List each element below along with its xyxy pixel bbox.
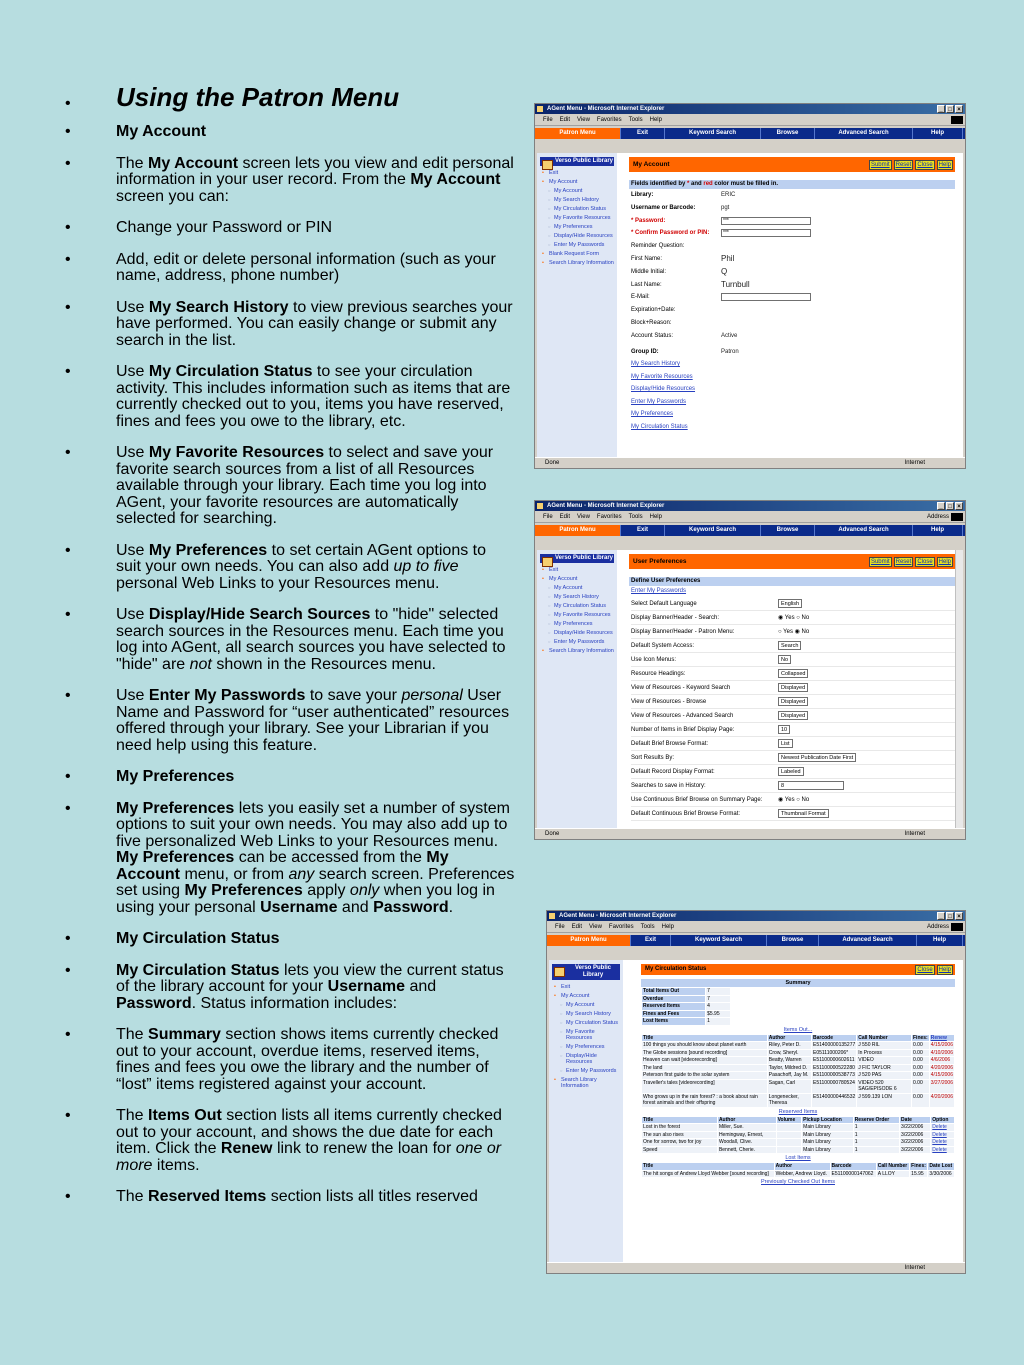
nav-exit[interactable]: Exit [631, 935, 671, 946]
menu-tools[interactable]: Tools [628, 514, 643, 520]
table-row: Speed Bennett, Cherie. Main Library 1 3/22/2006 Delete [642, 1146, 955, 1154]
pref-row: Use Icon Menus: No [631, 653, 955, 667]
screenshot-preferences [534, 500, 966, 840]
field-middle-initial: Middle Initial: Q [631, 266, 728, 276]
sidebar-item-exit[interactable]: • Exit [552, 984, 620, 990]
field-first-name: First Name: Phil [631, 253, 735, 263]
confirm-password-input[interactable]: *** [721, 229, 811, 237]
system-access-select[interactable]: Search [778, 641, 801, 650]
ie-icon [549, 913, 555, 919]
icon-menus-select[interactable]: No [778, 655, 791, 664]
nav-keyword-search[interactable]: Keyword Search [665, 525, 761, 536]
table-row: The land Taylor, Mildred D. E51100000522280 J FIC TAYLOR 0.00 4/20/2006 [643, 1064, 953, 1071]
internet-zone: Internet [904, 460, 925, 466]
library-logo: Verso Public Library [540, 554, 614, 563]
screenshot-circulation-status [546, 910, 966, 1274]
nav-advanced-search[interactable]: Advanced Search [815, 525, 913, 536]
sidebar-item-search-info[interactable]: • Search Library Information [540, 260, 614, 266]
nav-advanced-search[interactable]: Advanced Search [819, 935, 917, 946]
bullet-my-account: • My Account [65, 123, 207, 140]
nav-exit[interactable]: Exit [621, 128, 665, 139]
sidebar-item-display-hide[interactable]: ○ Display/Hide Resources [540, 630, 614, 636]
sidebar-item-my-account[interactable]: ○ My Account [540, 585, 614, 591]
sidebar-item-display-hide[interactable]: ○ Display/Hide Resources [552, 1053, 620, 1065]
field-group-id: Group ID: Patron [631, 348, 739, 355]
status-bar: Done Internet [535, 828, 965, 839]
patron-sidebar [537, 550, 617, 828]
help-button[interactable]: Help [938, 162, 951, 168]
table-row: 100 things you should know about planet earth Riley, Peter D. E51400000135277 J 550 RIL 0.00 4/15/2006 [643, 1042, 953, 1048]
table-row: Heaven can wait [videorecording] Beatty, Warren E51100000602611 VIDEO 0.00 4/6/2006 [642, 1057, 955, 1065]
window-titlebar: AGent Menu - Microsoft Internet Explorer _ □ × [535, 104, 965, 114]
menu-view[interactable]: View [577, 514, 590, 520]
menu-tools[interactable]: Tools [640, 924, 655, 930]
sidebar-item-search-history[interactable]: ○ My Search History [540, 197, 614, 203]
menu-favorites[interactable]: Favorites [596, 117, 622, 123]
nav-browse[interactable]: Browse [767, 935, 819, 946]
help-button[interactable]: Help [938, 559, 951, 565]
bullet-my-preferences-detail: • My Preferences lets you easily set a number of system options to suit your own needs. You may also add up to five personalized Web Links to your Resources menu. My Preferences can be accessed from the My Account menu, or from any search screen. Preferences set using My Preferences apply only when you log in using your personal Username and Password. [65, 799, 515, 916]
close-icon[interactable]: × [955, 502, 963, 510]
bullet-summary: • The Summary section shows items currently checked out to your account, overdue items, reserved items, fines and fees you owe the library and the number of “lost” items registered against your account. [65, 1026, 499, 1093]
field-expiration: Expiration+Date: [631, 307, 676, 314]
sidebar-item-search-info[interactable]: • Search Library Information [540, 648, 614, 654]
sidebar-item-exit[interactable]: • Exit [540, 170, 614, 176]
pref-row: Searches to save in History: 8 [631, 779, 955, 793]
sidebar-item-preferences[interactable]: ○ My Preferences [552, 1044, 620, 1050]
pref-row: Default System Access: Search [631, 639, 955, 653]
menu-edit[interactable]: Edit [559, 117, 571, 123]
menu-help[interactable]: Help [661, 924, 674, 930]
nav-browse[interactable]: Browse [761, 128, 815, 139]
pref-row: Select Default Language English [631, 597, 955, 611]
language-select[interactable]: English [778, 599, 802, 608]
bullet-edit-personal-info: • Add, edit or delete personal information (such as your name, address, phone number) [65, 250, 496, 284]
password-input[interactable]: *** [721, 217, 811, 225]
pref-row: Resource Headings: Collapsed [631, 667, 955, 681]
table-row: Lost Items 1 [642, 1018, 731, 1026]
bullet-enter-passwords: • Use Enter My Passwords to save your personal User Name and Password for “user authenticated” resources offered through your library. See your Librarian if you need help using this feature. [65, 687, 510, 754]
pref-row: View of Resources - Advanced Search Displayed [631, 709, 955, 723]
address-label[interactable]: Address [926, 514, 949, 520]
reserved-items-link[interactable]: Reserved Items [778, 1108, 818, 1115]
bullet-display-hide: • Use Display/Hide Search Sources to "hide" selected search sources in the Resources menu. Each time you log into AGent, all search sources you have selected to "hide" are not shown in the Resources menu. [65, 606, 506, 673]
field-reminder: Reminder Question: [631, 243, 685, 250]
close-icon[interactable]: × [955, 912, 963, 920]
menu-tools[interactable]: Tools [628, 117, 643, 123]
table-row: Who grows up in the rain forest? : a book about rain forest animals and their offspring Longenecker, Theresa E51400000446532 J 599.139 LON 0.00 4/20/2006 [643, 1093, 953, 1106]
view-keyword-select[interactable]: Displayed [778, 683, 808, 692]
vertical-scrollbar[interactable] [955, 550, 963, 828]
sidebar-item-my-account-group[interactable]: • My Account [540, 179, 614, 185]
view-browse-select[interactable]: Displayed [778, 697, 808, 706]
bullet-circ-status-detail: • My Circulation Status lets you view the current status of the library account for your Username and Password. Status information includes: [65, 961, 504, 1012]
pref-row: View of Resources - Keyword Search Displayed [631, 681, 955, 695]
pref-row: Display Banner/Header - Search: ◉ Yes ○ No [631, 611, 955, 625]
link-favorite-resources[interactable]: My Favorite Resources [631, 373, 693, 380]
table-row: The hit songs of Andrew Lloyd Webber [sound recording] Webber, Andrew Lloyd. E51100000147062 A LLOY 15.95 3/30/2006 [642, 1170, 955, 1178]
link-preferences[interactable]: My Preferences [631, 411, 674, 418]
link-enter-passwords[interactable]: Enter My Passwords [631, 588, 687, 594]
screenshot-my-account [534, 103, 966, 469]
minimize-icon[interactable]: _ [937, 105, 945, 113]
patron-sidebar [537, 153, 617, 457]
nav-help[interactable]: Help [913, 525, 963, 536]
windows-logo-icon [951, 116, 963, 124]
agent-nav [547, 933, 965, 946]
bullet-account-screen: • The My Account screen lets you view and edit personal information in your user record. From the My Account screen you can: [65, 154, 514, 205]
bullet-change-password: • Change your Password or PIN [65, 219, 333, 236]
nav-patron-menu[interactable]: Patron Menu [547, 935, 631, 946]
nav-patron-menu[interactable]: Patron Menu [535, 525, 621, 536]
link-search-history[interactable]: My Search History [631, 361, 681, 368]
table-row: Lost in the forest Miller, Sue. Main Library 1 3/22/2006 Delete [642, 1124, 955, 1132]
pref-row: Use Continuous Brief Browse on Summary Page: ◉ Yes ○ No [631, 793, 955, 807]
delete-link[interactable]: Delete [931, 1131, 955, 1139]
pref-row: Default Record Display Format: Labeled [631, 765, 955, 779]
windows-logo-icon [951, 923, 963, 931]
nav-patron-menu[interactable]: Patron Menu [535, 128, 621, 139]
sidebar-item-search-history[interactable]: ○ My Search History [540, 594, 614, 600]
delete-link[interactable]: Delete [931, 1146, 955, 1154]
sidebar-item-my-account[interactable]: ○ My Account [552, 1002, 620, 1008]
field-block-reason: Block+Reason: [631, 319, 672, 326]
continuous-format-select[interactable]: Thumbnail Format [778, 809, 829, 818]
table-row: Fines and Fees $5.95 [642, 1010, 731, 1018]
table-row: One for sorrow, two for joy Woodall, Clive. Main Library 1 3/22/2006 Delete [642, 1139, 955, 1147]
nav-help[interactable]: Help [917, 935, 963, 946]
sidebar-item-my-account-group[interactable]: • My Account [540, 576, 614, 582]
pref-row: View of Resources - Browse Displayed [631, 695, 955, 709]
ie-icon [537, 106, 543, 112]
table-row: Total Items Out 7 [642, 988, 731, 996]
link-display-hide[interactable]: Display/Hide Resources [631, 386, 696, 393]
minimize-icon[interactable]: _ [937, 912, 945, 920]
library-logo: Verso Public Library [552, 964, 620, 980]
nav-exit[interactable]: Exit [621, 525, 665, 536]
library-logo: Verso Public Library [540, 157, 614, 166]
close-icon[interactable]: × [955, 105, 963, 113]
slide-text [60, 82, 515, 1221]
email-input[interactable] [721, 293, 811, 301]
sidebar-item-my-account-group[interactable]: • My Account [552, 993, 620, 999]
nav-browse[interactable]: Browse [761, 525, 815, 536]
field-last-name: Last Name: Turnbull [631, 279, 750, 289]
page-title: My Account Submit Reset Close Help [629, 157, 955, 172]
account-content [629, 155, 955, 457]
close-button[interactable]: Close [917, 162, 933, 168]
pref-row: Default Brief Browse Format: List [631, 737, 955, 751]
table-row: Reserved Items 4 [642, 1003, 731, 1011]
sidebar-item-search-history[interactable]: ○ My Search History [552, 1011, 620, 1017]
reserved-items-table [641, 1116, 955, 1155]
account-fields [629, 189, 955, 433]
menu-edit[interactable]: Edit [559, 514, 571, 520]
link-enter-passwords[interactable]: Enter My Passwords [631, 398, 687, 405]
menu-file[interactable]: File [543, 514, 553, 520]
status-bar: Done Internet [535, 457, 965, 468]
address-label[interactable]: Address [926, 924, 949, 930]
pref-row: Display Banner/Header - Patron Menu: ○ Yes ◉ No [631, 625, 955, 639]
field-account-status: Account Status: Active [631, 332, 738, 339]
field-password: * Password: *** [631, 215, 955, 228]
resource-headings-select[interactable]: Collapsed [778, 669, 808, 678]
page-title: User Preferences Submit Reset Close Help [629, 554, 955, 569]
reset-button[interactable]: Reset [895, 162, 912, 168]
record-format-select[interactable]: Labeled [778, 767, 804, 776]
bullet-items-out: • The Items Out section lists all items currently checked out to your account, and shows the due date for each item. Click the Renew link to renew the loan for one or more items. [65, 1107, 502, 1174]
nav-advanced-search[interactable]: Advanced Search [815, 128, 913, 139]
slide-title: • Using the Patron Menu [65, 82, 400, 112]
maximize-icon[interactable]: □ [946, 912, 954, 920]
page-body [537, 550, 963, 828]
banner-search-radio[interactable]: ◉ Yes ○ No [778, 615, 810, 621]
summary-table [641, 987, 731, 1026]
section-heading: Define User Preferences [629, 577, 955, 586]
prefs-content [629, 552, 955, 828]
menu-help[interactable]: Help [649, 514, 662, 520]
view-advanced-select[interactable]: Displayed [778, 711, 808, 720]
nav-keyword-search[interactable]: Keyword Search [671, 935, 767, 946]
reset-button[interactable]: Reset [895, 559, 912, 565]
sidebar-item-display-hide[interactable]: ○ Display/Hide Resources [540, 233, 614, 239]
summary-caption: Summary [641, 979, 955, 987]
nav-help[interactable]: Help [913, 128, 963, 139]
renew-link[interactable]: Renew [929, 1034, 954, 1042]
close-button[interactable]: Close [917, 967, 933, 973]
lost-items-table [641, 1162, 955, 1178]
prefs-rows [629, 597, 955, 821]
sidebar-item-favorite-resources[interactable]: ○ My Favorite Resources [540, 612, 614, 618]
nav-keyword-search[interactable]: Keyword Search [665, 128, 761, 139]
menu-favorites[interactable]: Favorites [608, 924, 634, 930]
circ-content [641, 962, 955, 1262]
bullet-preferences: • Use My Preferences to set certain AGent options to suit your own needs. You can also add up to five personal Web Links to your Resources menu. [65, 541, 486, 592]
ie-icon [537, 503, 543, 509]
help-button[interactable]: Help [938, 967, 951, 973]
window-titlebar: AGent Menu - Microsoft Internet Explorer _ □ × [547, 911, 965, 921]
sidebar-item-favorite-resources[interactable]: ○ My Favorite Resources [552, 1029, 620, 1041]
menu-file[interactable]: File [543, 117, 553, 123]
internet-zone: Internet [904, 1265, 925, 1271]
sidebar-item-preferences[interactable]: ○ My Preferences [540, 621, 614, 627]
bullet-favorite-resources: • Use My Favorite Resources to select and save your favorite search sources from a list of all Resources available through your library. Each time you log into AGent, your favorite resources are automatically selected for searching. [65, 444, 494, 527]
sidebar-item-circulation-status[interactable]: ○ My Circulation Status [540, 603, 614, 609]
agent-nav [535, 523, 965, 536]
delete-link[interactable]: Delete [931, 1139, 955, 1147]
items-per-page-select[interactable]: 10 [778, 725, 790, 734]
sidebar-item-favorite-resources[interactable]: ○ My Favorite Resources [540, 215, 614, 221]
items-out-link[interactable]: Items Out... [783, 1026, 813, 1033]
table-row: Traveller's tales [videorecording] Sagan, Carl E51100000780524 VIDEO 520 SAG/EPISODE 6 0.00 3/27/2006 [643, 1079, 953, 1092]
bullet-circulation-status: • Use My Circulation Status to see your circulation activity. This includes information such as items that are currently checked out to you, items you have reserved, fines and fees you owe to the library, etc. [65, 363, 511, 430]
sidebar-item-blank-request[interactable]: • Blank Request Form [540, 251, 614, 257]
sidebar-item-enter-passwords[interactable]: ○ Enter My Passwords [552, 1068, 620, 1074]
field-email: E-Mail: [631, 291, 955, 304]
sidebar-item-exit[interactable]: • Exit [540, 567, 614, 573]
menu-edit[interactable]: Edit [571, 924, 583, 930]
brief-format-select[interactable]: List [778, 739, 793, 748]
menu-bar [547, 921, 965, 933]
field-confirm-password: * Confirm Password or PIN: *** [631, 227, 955, 240]
previously-checked-out-link[interactable]: Previously Checked Out Items [761, 1179, 835, 1185]
sidebar-item-circulation-status[interactable]: ○ My Circulation Status [540, 206, 614, 212]
page-title: My Circulation Status Close Help [641, 964, 955, 975]
sort-select[interactable]: Newest Publication Date First [778, 753, 856, 762]
table-header-row: Title Author Barcode Call Number Fines: Renew [642, 1034, 955, 1042]
field-library: Library: ERIC [631, 192, 736, 198]
lost-items-link[interactable]: Lost Items [785, 1155, 811, 1161]
required-note: Fields identified by * and red color must be filled in. [629, 180, 955, 189]
banner-patron-radio[interactable]: ○ Yes ◉ No [778, 629, 810, 635]
table-row: Overdue 7 [642, 995, 731, 1003]
delete-link[interactable]: Delete [931, 1124, 955, 1132]
maximize-icon[interactable]: □ [946, 502, 954, 510]
sidebar-item-my-account[interactable]: ○ My Account [540, 188, 614, 194]
menu-favorites[interactable]: Favorites [596, 514, 622, 520]
table-row: Peterson first guide to the solar system Pasachoff, Jay M. E51100000538773 J 520 PAS 0.00 4/15/2006 [643, 1072, 953, 1078]
sidebar-item-preferences[interactable]: ○ My Preferences [540, 224, 614, 230]
pref-row: Sort Results By: Newest Publication Date First [631, 751, 955, 765]
status-bar [547, 1262, 965, 1273]
submit-button[interactable]: Submit [870, 559, 890, 565]
internet-zone: Internet [904, 831, 925, 837]
menu-view[interactable]: View [577, 117, 590, 123]
submit-button[interactable]: Submit [870, 162, 890, 168]
menu-help[interactable]: Help [649, 117, 662, 123]
agent-nav [535, 126, 965, 139]
bullet-circ-status-heading: • My Circulation Status [65, 930, 280, 947]
sidebar-item-search-info[interactable]: • Search Library Information [552, 1077, 620, 1089]
page-body [549, 960, 963, 1262]
bullet-my-preferences-heading: • My Preferences [65, 768, 235, 785]
page-body [537, 153, 963, 457]
pref-row: Default Continuous Brief Browse Format: Thumbnail Format [631, 807, 955, 821]
sidebar-item-enter-passwords[interactable]: ○ Enter My Passwords [540, 242, 614, 248]
minimize-icon[interactable]: _ [937, 502, 945, 510]
items-out-table [641, 1034, 955, 1108]
patron-sidebar [549, 960, 623, 1262]
table-row: The Globe sessions [sound recording] Crow, Sheryl. E05111000206* In Process 0.00 4/10/2006 [643, 1049, 953, 1056]
pref-row: Number of Items in Brief Display Page: 10 [631, 723, 955, 737]
menu-file[interactable]: File [555, 924, 565, 930]
close-button[interactable]: Close [917, 559, 933, 565]
history-count-input[interactable]: 8 [778, 781, 844, 790]
sidebar-item-enter-passwords[interactable]: ○ Enter My Passwords [540, 639, 614, 645]
bullet-reserved-items: • The Reserved Items section lists all titles reserved [65, 1188, 478, 1205]
bullet-search-history: • Use My Search History to view previous searches your have performed. You can easily change or submit any search in the list. [65, 298, 513, 349]
menu-bar [535, 114, 965, 126]
window-titlebar: AGent Menu - Microsoft Internet Explorer _ □ × [535, 501, 965, 511]
menu-bar [535, 511, 965, 523]
sidebar-item-circulation-status[interactable]: ○ My Circulation Status [552, 1020, 620, 1026]
table-row: The sun also rises Hemingway, Ernest, Main Library 1 3/22/2006 Delete [642, 1131, 955, 1139]
link-circulation-status[interactable]: My Circulation Status [631, 423, 688, 430]
table-header-row: Title Author Barcode Call Number Fines: Date Lost [642, 1163, 955, 1171]
maximize-icon[interactable]: □ [946, 105, 954, 113]
windows-logo-icon [951, 513, 963, 521]
table-header-row: Title Author Volume Pickup Location Reserve Order Date Option [642, 1116, 955, 1124]
field-username: Username or Barcode: pgt [631, 204, 730, 211]
menu-view[interactable]: View [589, 924, 602, 930]
continuous-browse-radio[interactable]: ◉ Yes ○ No [778, 797, 810, 803]
